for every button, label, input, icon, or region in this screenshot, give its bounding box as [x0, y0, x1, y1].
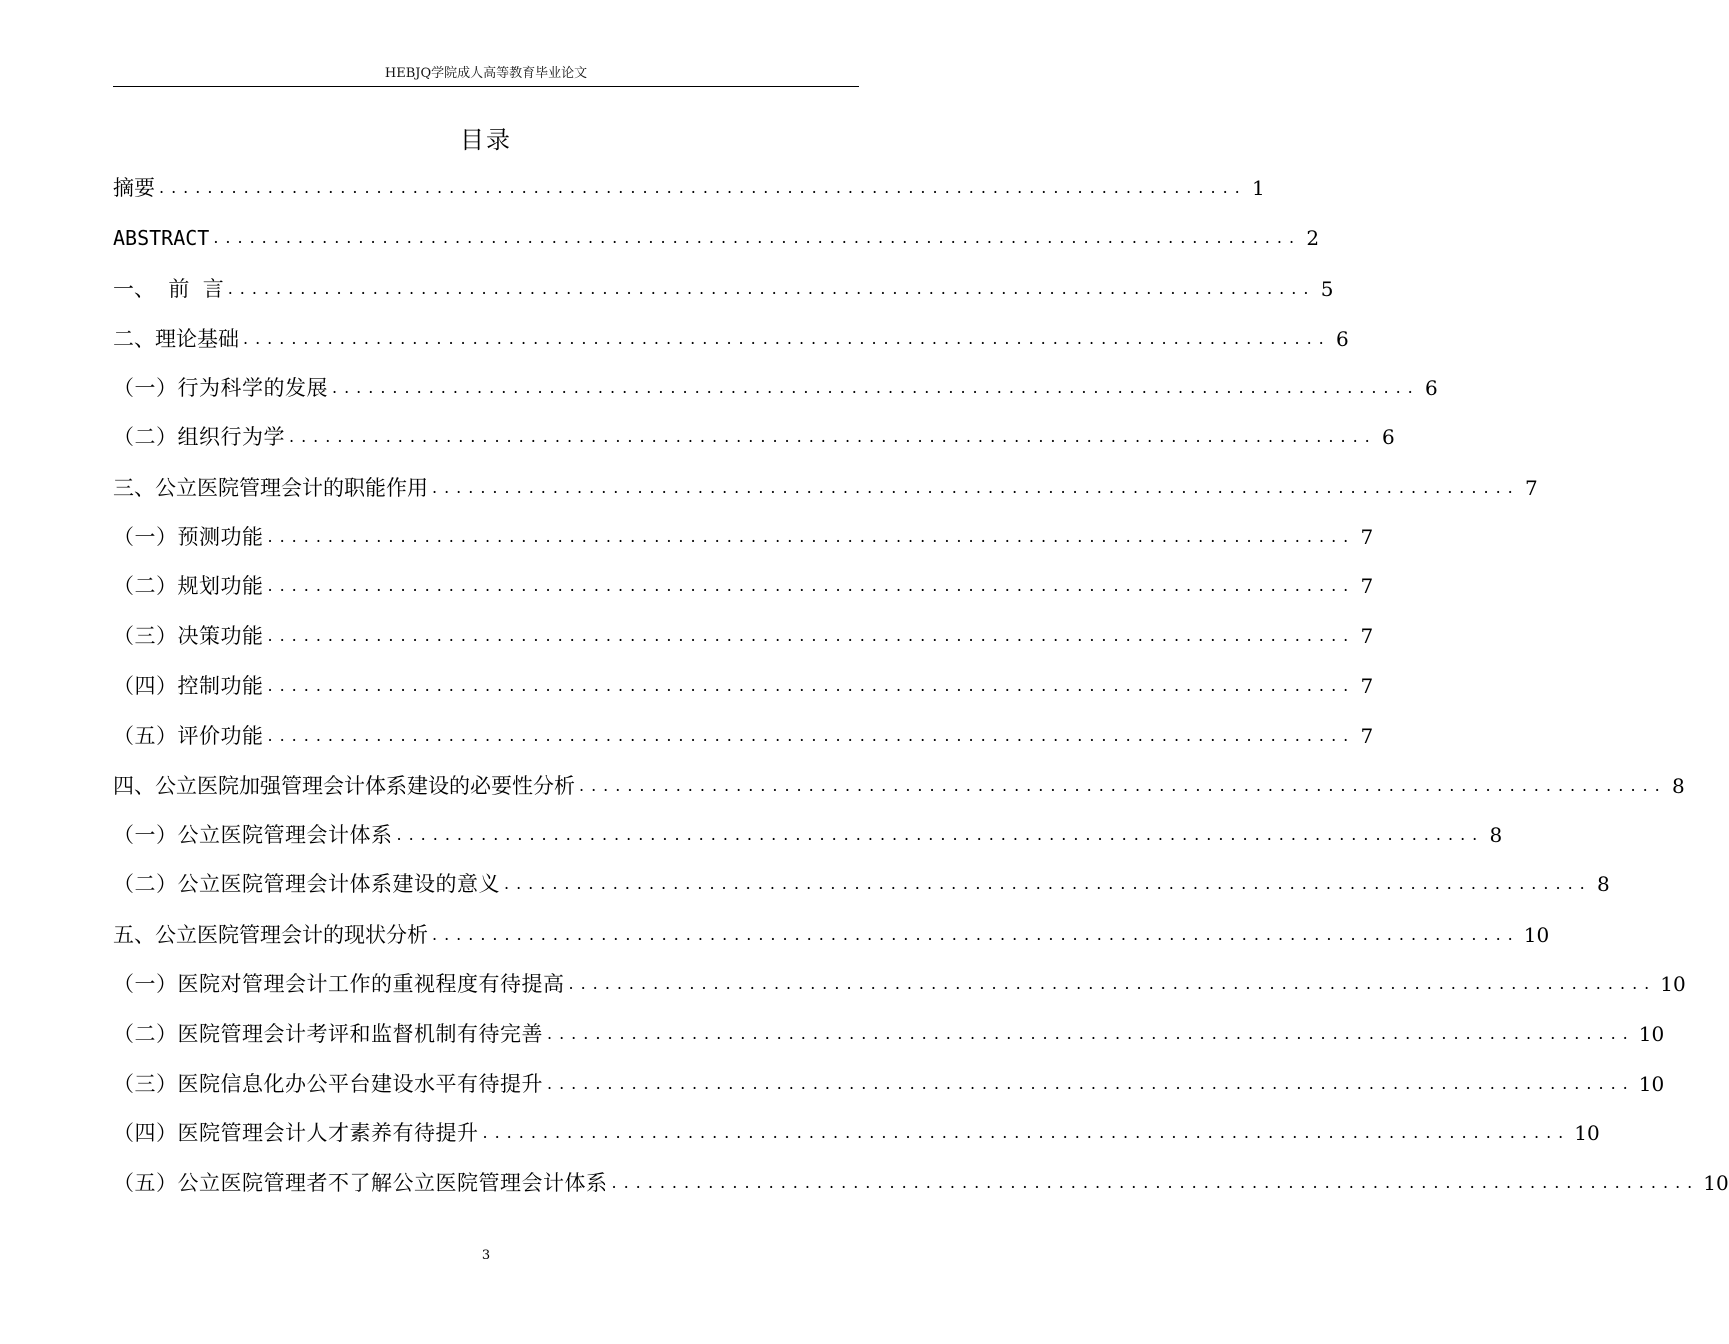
toc-entry-label: （二）公立医院管理会计体系建设的意义	[113, 872, 500, 896]
toc-entry-page: 8	[1597, 872, 1610, 896]
dot-leader: ..........................................................................................	[432, 925, 1520, 944]
toc-entry-3-2[interactable]	[113, 570, 1374, 602]
toc-entry-page: 10	[1523, 923, 1550, 947]
toc-entry-preface[interactable]	[113, 273, 1334, 305]
dot-leader: ..........................................................................................	[611, 1173, 1700, 1192]
toc-entry-label: （四）医院管理会计人才素养有待提升	[113, 1121, 479, 1145]
toc-entry-page: 6	[1382, 425, 1395, 449]
toc-entry-5-1[interactable]	[113, 968, 1686, 1000]
dot-leader: ..........................................................................................	[547, 1074, 1635, 1093]
toc-entry-page: 7	[1360, 674, 1374, 698]
toc-entry-page: 10	[1638, 1072, 1665, 1096]
toc-entry-abstract-cn[interactable]	[113, 172, 1265, 204]
dot-leader: ..........................................................................................	[396, 825, 1485, 844]
dot-leader: ..........................................................................................	[267, 527, 1356, 546]
dot-leader: ..........................................................................................	[568, 974, 1657, 993]
dot-leader: ..........................................................................................	[289, 427, 1377, 446]
toc-entry-5-5[interactable]	[113, 1167, 1729, 1199]
toc-entry-label: 四、公立医院加强管理会计体系建设的必要性分析	[113, 774, 575, 798]
toc-entry-page: 7	[1360, 724, 1374, 748]
toc-entry-page: 8	[1672, 774, 1685, 798]
toc-entry-label: （三）医院信息化办公平台建设水平有待提升	[113, 1072, 543, 1096]
toc-title: 目录	[460, 126, 512, 154]
toc-entry-label: （二）组织行为学	[113, 425, 285, 449]
toc-entry-page: 6	[1425, 376, 1438, 400]
dot-leader: ..........................................................................................	[547, 1024, 1635, 1043]
toc-entry-4-1[interactable]	[113, 819, 1503, 851]
toc-entry-2-2[interactable]	[113, 421, 1395, 453]
dot-leader: ..........................................................................................	[213, 228, 1302, 247]
dot-leader: ..........................................................................................	[267, 576, 1356, 595]
toc-entry-page: 10	[1574, 1121, 1600, 1145]
toc-entry-label: （三）决策功能	[113, 624, 264, 648]
toc-entry-label: 五、公立医院管理会计的现状分析	[113, 923, 428, 947]
toc-entry-chapter-4[interactable]	[113, 770, 1685, 802]
dot-leader: ..........................................................................................	[332, 378, 1420, 397]
dot-leader: ..........................................................................................	[243, 329, 1331, 348]
dot-leader: ..........................................................................................	[267, 726, 1356, 745]
toc-entry-2-1[interactable]	[113, 372, 1438, 404]
dot-leader: ..........................................................................................	[482, 1123, 1571, 1142]
toc-entry-page: 7	[1360, 574, 1374, 598]
toc-entry-3-1[interactable]	[113, 521, 1374, 553]
dot-leader: ..........................................................................................	[227, 279, 1316, 298]
toc-entry-label: （五）评价功能	[113, 724, 264, 748]
toc-entry-5-4[interactable]	[113, 1117, 1600, 1149]
dot-leader: ..........................................................................................	[159, 178, 1247, 197]
toc-entry-label: （一）医院对管理会计工作的重视程度有待提高	[113, 972, 565, 996]
toc-entry-label: ABSTRACT	[113, 226, 210, 250]
toc-entry-page: 10	[1660, 972, 1686, 996]
toc-entry-label: （一）公立医院管理会计体系	[113, 823, 393, 847]
toc-entry-page: 8	[1489, 823, 1503, 847]
toc-entry-3-3[interactable]	[113, 620, 1374, 652]
toc-entry-chapter-3[interactable]	[113, 472, 1538, 504]
header-rule	[113, 86, 859, 87]
toc-entry-label: 三、公立医院管理会计的职能作用	[113, 476, 428, 500]
toc-entry-4-2[interactable]	[113, 868, 1610, 900]
toc-entry-label: （四）控制功能	[113, 674, 264, 698]
toc-entry-page: 2	[1306, 226, 1320, 250]
dot-leader: ..........................................................................................	[504, 874, 1592, 893]
toc-entry-chapter-5[interactable]	[113, 919, 1550, 951]
dot-leader: ..........................................................................................	[267, 676, 1356, 695]
toc-entry-page: 10	[1703, 1171, 1729, 1195]
toc-entry-label: （二）规划功能	[113, 574, 264, 598]
toc-entry-page: 1	[1252, 176, 1265, 200]
toc-entry-page: 7	[1525, 476, 1538, 500]
toc-entry-5-2[interactable]	[113, 1018, 1665, 1050]
toc-entry-label: 一、 前 言	[113, 277, 224, 301]
toc-entry-label: （二）医院管理会计考评和监督机制有待完善	[113, 1022, 543, 1046]
toc-entry-abstract-en[interactable]	[113, 222, 1320, 254]
dot-leader: ..........................................................................................	[579, 776, 1667, 795]
running-header: HEBJQ学院成人高等教育毕业论文	[384, 66, 588, 81]
toc-entry-label: 摘要	[113, 176, 155, 200]
toc-entry-3-4[interactable]	[113, 670, 1374, 702]
toc-entry-label: （一）预测功能	[113, 525, 264, 549]
toc-entry-page: 6	[1336, 327, 1349, 351]
toc-entry-label: （一）行为科学的发展	[113, 376, 328, 400]
toc-entry-label: （五）公立医院管理者不了解公立医院管理会计体系	[113, 1171, 608, 1195]
toc-entry-page: 7	[1360, 624, 1374, 648]
toc-entry-3-5[interactable]	[113, 720, 1374, 752]
page-number: 3	[481, 1248, 491, 1263]
toc-entry-page: 10	[1638, 1022, 1665, 1046]
toc-entry-label: 二、理论基础	[113, 327, 239, 351]
toc-entry-page: 5	[1320, 277, 1334, 301]
dot-leader: ..........................................................................................	[267, 626, 1356, 645]
toc-entry-page: 7	[1360, 525, 1374, 549]
toc-entry-5-3[interactable]	[113, 1068, 1665, 1100]
dot-leader: ..........................................................................................	[432, 478, 1520, 497]
toc-entry-chapter-2[interactable]	[113, 323, 1349, 355]
